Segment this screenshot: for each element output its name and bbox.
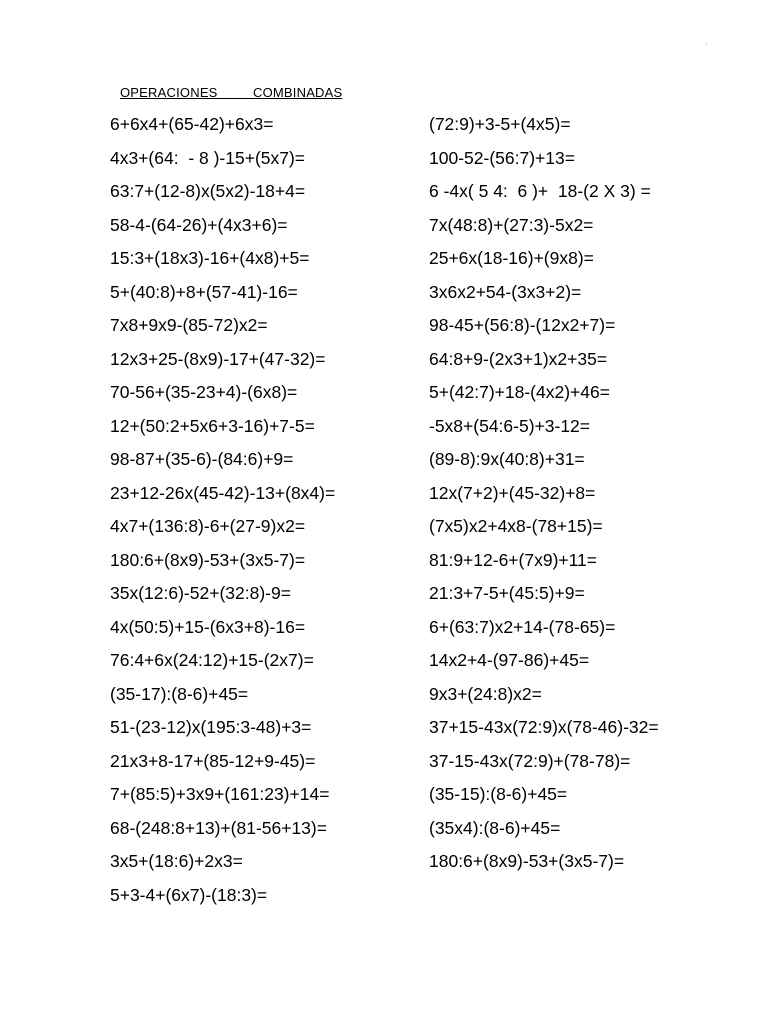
exercise-item: 5+(42:7)+18-(4x2)+46=: [429, 382, 610, 402]
exercise-item: 9x3+(24:8)x2=: [429, 683, 542, 704]
exercise-item: (89-8):9x(40:8)+31=: [429, 449, 585, 469]
exercise-item: 81:9+12-6+(7x9)+11=: [429, 549, 598, 570]
exercise-item: 12+(50:2+5x6+3-16)+7-5=: [110, 415, 315, 436]
exercise-item: 7+(85:5)+3x9+(161:23)+14=: [110, 784, 330, 804]
exercise-item: 3x5+(18:6)+2x3=: [110, 851, 243, 871]
exercise-item: 64:8+9-(2x3+1)x2+35=: [429, 348, 608, 369]
exercise-item: 5+(40:8)+8+(57-41)-16=: [110, 281, 298, 302]
exercise-item: 6 -4x( 5 4: 6 )+ 18-(2 X 3) =: [429, 181, 651, 201]
exercise-item: (35-15):(8-6)+45=: [429, 784, 568, 804]
exercise-item: 6+6x4+(65-42)+6x3=: [110, 114, 274, 134]
exercise-item: 68-(248:8+13)+(81-56+13)=: [110, 817, 327, 838]
exercise-item: 12x(7+2)+(45-32)+8=: [429, 482, 596, 503]
exercise-item: 76:4+6x(24:12)+15-(2x7)=: [110, 650, 314, 670]
exercise-item: 21x3+8-17+(85-12+9-45)=: [110, 750, 316, 771]
exercise-item: 70-56+(35-23+4)-(6x8)=: [110, 382, 298, 402]
exercise-item: 4x3+(64: - 8 )-15+(5x7)=: [110, 147, 306, 168]
exercise-item: 5+3-4+(6x7)-(18:3)=: [110, 884, 268, 905]
exercise-item: (35-17):(8-6)+45=: [110, 683, 249, 704]
exercise-item: 100-52-(56:7)+13=: [429, 147, 575, 168]
exercise-item: 7x8+9x9-(85-72)x2=: [110, 315, 268, 335]
exercise-item: 63:7+(12-8)x(5x2)-18+4=: [110, 181, 306, 201]
exercise-item: (72:9)+3-5+(4x5)=: [429, 114, 571, 134]
exercise-item: 51-(23-12)x(195:3-48)+3=: [110, 717, 312, 737]
exercise-item: 12x3+25-(8x9)-17+(47-32)=: [110, 348, 326, 369]
exercise-item: 37+15-43x(72:9)x(78-46)-32=: [429, 717, 659, 737]
exercise-item: 4x(50:5)+15-(6x3+8)-16=: [110, 616, 306, 637]
exercise-item: 98-87+(35-6)-(84:6)+9=: [110, 449, 294, 469]
exercise-item: 25+6x(18-16)+(9x8)=: [429, 248, 594, 268]
right-exercise-column: [429, 112, 659, 883]
exercise-item: 180:6+(8x9)-53+(3x5-7)=: [429, 851, 625, 871]
exercise-item: 6+(63:7)x2+14-(78-65)=: [429, 616, 616, 637]
worksheet-title: OPERACIONES COMBINADAS: [120, 85, 343, 100]
corner-mark: ·: [705, 40, 708, 49]
exercise-item: 15:3+(18x3)-16+(4x8)+5=: [110, 248, 310, 268]
left-exercise-column: [110, 112, 335, 916]
exercise-item: 23+12-26x(45-42)-13+(8x4)=: [110, 482, 336, 503]
exercise-item: 58-4-(64-26)+(4x3+6)=: [110, 214, 288, 235]
exercise-item: 14x2+4-(97-86)+45=: [429, 650, 590, 670]
exercise-item: 180:6+(8x9)-53+(3x5-7)=: [110, 549, 306, 570]
exercise-item: 7x(48:8)+(27:3)-5x2=: [429, 214, 594, 235]
exercise-item: 21:3+7-5+(45:5)+9=: [429, 583, 585, 603]
exercise-item: -5x8+(54:6-5)+3-12=: [429, 415, 591, 436]
exercise-item: 4x7+(136:8)-6+(27-9)x2=: [110, 516, 306, 536]
exercise-item: 98-45+(56:8)-(12x2+7)=: [429, 315, 616, 335]
exercise-item: 3x6x2+54-(3x3+2)=: [429, 281, 582, 302]
exercise-item: (35x4):(8-6)+45=: [429, 817, 561, 838]
exercise-item: 35x(12:6)-52+(32:8)-9=: [110, 583, 291, 603]
exercise-item: (7x5)x2+4x8-(78+15)=: [429, 516, 603, 536]
exercise-item: 37-15-43x(72:9)+(78-78)=: [429, 750, 631, 771]
